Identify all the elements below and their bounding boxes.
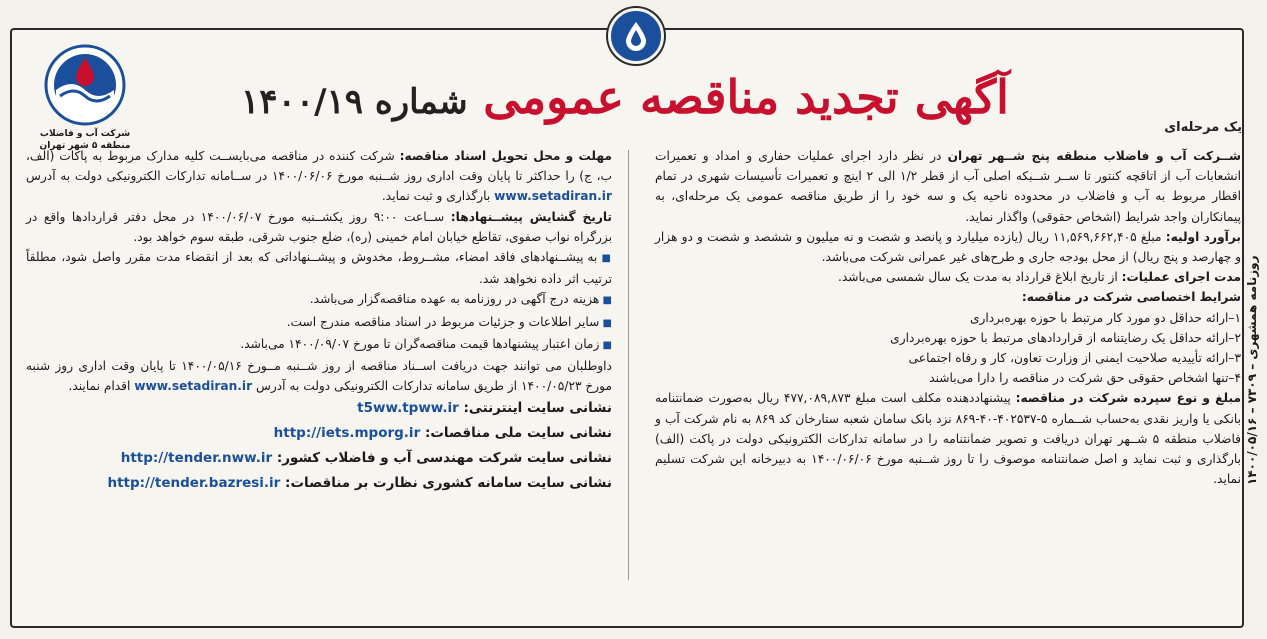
title-main: آگهی تجدید مناقصه عمومی — [483, 70, 1009, 124]
deadline-text: شرکت کننده در مناقصه می‌بایســت کلیه مدارک مربوط به پاکات (الف، ب، ج) را حداکثر تا پایان وقت اداری روز شــنبه مورخ ۱۴۰۰/۰۶/۰۶ در ســامانه تدارکات الکترونیکی دولت به آدرس — [26, 149, 612, 184]
right-column — [655, 146, 1241, 489]
note-item: ■ سایر اطلاعات و جزئیات مربوط در اسناد مناقصه مندرج است. — [26, 312, 612, 334]
link-label: نشانی سایت شرکت مهندسی آب و فاضلاب کشور: — [276, 450, 612, 467]
website-link[interactable]: t5ww.tpww.ir — [357, 400, 459, 417]
intro-paragraph — [655, 146, 1241, 227]
note-item: ■ هزینه درج آگهی در روزنامه به عهده مناقصه‌گزار می‌باشد. — [26, 289, 612, 311]
estimate-text: مبلغ ۱۱,۵۶۹,۶۶۲,۴۰۵ ریال (یازده میلیارد و پانصد و شصت و نه میلیون و ششصد و شصت و دو هزار و چهارصد و پنج ریال) از محل بودجه جاری و طرح‌های غیر عمرانی شرکت می‌باشد. — [655, 229, 1241, 265]
link-row-national-tenders — [26, 421, 612, 446]
deadline-paragraph — [26, 146, 612, 207]
logo-emblem-icon — [44, 44, 126, 126]
duration-text: از تاریخ ابلاغ قرارداد به مدت یک سال شمسی می‌باشد. — [838, 270, 1122, 285]
applicants-paragraph — [26, 356, 612, 396]
guarantee-paragraph — [655, 388, 1241, 489]
guarantee-label: مبلغ و نوع سپرده شرکت در مناقصه: — [1015, 391, 1242, 406]
duration-label: مدت اجرای عملیات: — [1121, 270, 1241, 285]
condition-item: ۱–ارائه حداقل دو مورد کار مرتبط با حوزه بهره‌برداری — [969, 310, 1241, 325]
tender-supervision-link[interactable]: http://tender.bazresi.ir — [107, 475, 281, 492]
opening-text: ســاعت ۹:۰۰ روز یکشــنبه مورخ ۱۴۰۰/۰۶/۰۷ در محل دفتر قراردادها واقع در بزرگراه نواب صفوی، تقاطع خیابان امام خمینی (ره)، ضلع جنوب شرقی، طبقه سوم خواهد بود. — [26, 209, 612, 244]
link-row-tender-supervision — [26, 471, 612, 496]
conditions-heading: شرایط اختصاصی شرکت در مناقصه: — [1021, 290, 1241, 305]
left-column — [26, 146, 612, 496]
applicants-tail: اقدام نمایند. — [68, 379, 135, 394]
intro-company: شــرکت آب و فاضلاب منطقه پنج شــهر تهران — [947, 149, 1241, 163]
company-logo — [30, 44, 140, 162]
note-item: ■ به پیشــنهادهای فاقد امضاء، مشــروط، مخدوش و پیشــنهاداتی که بعد از انقضاء مدت مقرر واصل شود، مطلقاً ترتیب اثر داده نخواهد شد. — [26, 247, 612, 289]
estimate-paragraph — [655, 227, 1241, 267]
guarantee-text: پیشنهاددهنده مکلف است مبلغ ۴۷۷,۰۸۹,۸۷۳ ریال به‌صورت ضمانتنامه بانکی یا واریز نقدی به‌حساب شــماره ۵-۴۰۲۵۳۷-۴۰-۸۶۹ نزد بانک سامان شعبه ستارخان کد ۸۶۹ به نام شرکت آب و فاضلاب منطقه ۵ شــهر تهران دریافت و تصویر ضمانتنامه را در سامانه تدارکات الکترونیکی دولت در پاکت (الف) بارگذاری و ثبت نماید و اصل ضمانتنامه موصوف را تا روز شــنبه مورخ ۱۴۰۰/۰۶/۰۶ به دبیرخانه این شرکت تسلیم نماید. — [655, 391, 1242, 487]
water-engineering-link[interactable]: http://tender.nww.ir — [120, 450, 273, 467]
condition-item: ۴–تنها اشخاص حقوقی حق شرکت در مناقصه را دارا می‌باشند — [929, 371, 1241, 386]
applicants-url-link[interactable]: www.setadiran.ir — [134, 379, 253, 394]
national-tenders-link[interactable]: http://iets.mporg.ir — [273, 425, 421, 442]
note-item: ■ زمان اعتبار پیشنهادها قیمت مناقصه‌گران تا مورخ ۱۴۰۰/۰۹/۰۷ می‌باشد. — [26, 334, 612, 356]
deadline-url-link[interactable]: www.setadiran.ir — [494, 189, 612, 204]
deadline-tail: بارگذاری و ثبت نماید. — [381, 189, 495, 204]
link-label: نشانی سایت ملی مناقصات: — [424, 425, 612, 442]
water-drop-icon — [608, 8, 664, 64]
opening-paragraph — [26, 207, 612, 247]
condition-item: ۳–ارائه تأییدیه صلاحیت ایمنی از وزارت تعاون، کار و رفاه اجتماعی — [908, 351, 1241, 366]
applicants-text: داوطلبان می توانند جهت دریافت اســناد مناقصه از روز شــنبه مــورخ ۱۴۰۰/۰۵/۱۶ تا پایان وقت اداری روز شنبه مورخ ۱۴۰۰/۰۵/۲۳ از طریق سامانه تدارکات الکترونیکی دولت به آدرس — [26, 359, 612, 394]
link-label: نشانی سایت اینترنتی: — [463, 400, 612, 417]
duration-paragraph — [655, 267, 1241, 287]
link-label: نشانی سایت سامانه کشوری نظارت بر مناقصات: — [285, 475, 612, 492]
tender-stage: یک مرحله‌ای — [1164, 120, 1242, 135]
link-row-website — [26, 396, 612, 421]
condition-item: ۲–ارائه حداقل یک رضایتنامه از قراردادهای مرتبط با حوزه بهره‌برداری — [890, 330, 1241, 345]
newspaper-side-note: روزنامه همشهری – ۷۳۰۹ – ۱۴۰۰/۰۵/۱۶ — [1245, 255, 1259, 485]
ad-title — [175, 70, 1075, 150]
estimate-label: برآورد اولیه: — [1165, 229, 1241, 244]
intro-text: در نظر دارد اجرای عملیات حفاری و امداد و تعمیرات انشعابات آب از اتاقچه کنتور تا ســر شــبکه اصلی آب از قطر ۱/۲ الی ۲ اینچ و تعمیرات تأسیسات شهری در تمام اقطار مربوط به آب و فاضلاب در محدوده ناحیه یک و سه خود را از طریق مناقصه عمومی یک مرحله‌ای، به پیمانکاران واجد شرایط (اشخاص حقوقی) واگذار نماید. — [655, 149, 1241, 224]
deadline-label: مهلت و محل تحویل اسناد مناقصه: — [399, 149, 612, 163]
opening-label: تاریخ گشایش پیشــنهادها: — [450, 209, 612, 224]
title-number: شماره ۱۴۰۰/۱۹ — [241, 82, 468, 122]
link-row-water-engineering — [26, 446, 612, 471]
logo-caption: شرکت آب و فاضلاب منطقه ۵ شهر تهران — [39, 129, 131, 151]
column-divider — [628, 150, 629, 580]
